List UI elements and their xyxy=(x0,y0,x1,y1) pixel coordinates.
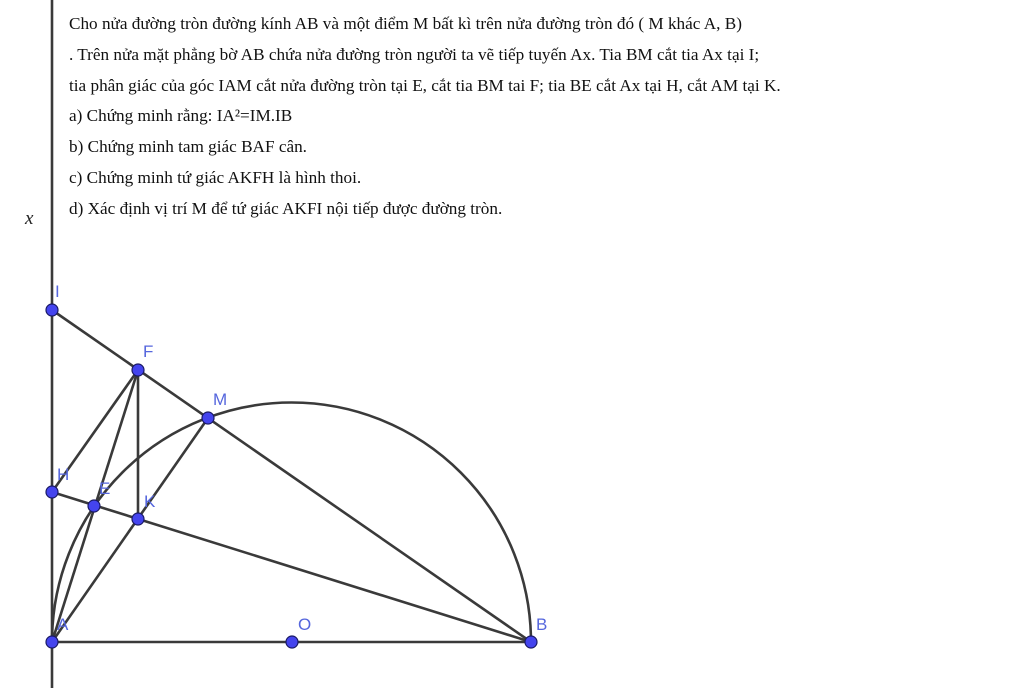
point-m xyxy=(202,412,214,424)
point-e xyxy=(88,500,100,512)
point-i xyxy=(46,304,58,316)
segment-hb xyxy=(52,492,531,642)
point-k xyxy=(132,513,144,525)
problem-line-1: Cho nửa đường tròn đường kính AB và một điểm M bất kì trên nửa đường tròn đó ( M khác A, B) xyxy=(69,14,742,33)
point-b xyxy=(525,636,537,648)
label-e: E xyxy=(99,479,111,498)
label-h: H xyxy=(57,465,70,484)
question-b: b) Chứng minh tam giác BAF cân. xyxy=(69,137,307,157)
label-o: O xyxy=(298,615,312,634)
semicircle-arc xyxy=(52,403,531,642)
point-labels xyxy=(55,282,547,634)
point-h xyxy=(46,486,58,498)
question-d: d) Xác định vị trí M để tứ giác AKFI nội tiếp được đường tròn. xyxy=(69,198,503,218)
segment-ib xyxy=(52,310,531,642)
segment-am xyxy=(52,418,208,642)
axis-x-label: x xyxy=(25,208,34,229)
problem-line-3: tia phân giác của góc IAM cắt nửa đường tròn tại E, cắt tia BM tai F; tia BE cắt Ax tại H, cắt AM tại K. xyxy=(69,75,781,95)
figure-lines xyxy=(52,0,531,688)
point-a xyxy=(46,636,58,648)
label-k: K xyxy=(144,492,156,511)
label-f: F xyxy=(143,342,154,361)
problem-line-2: . Trên nửa mặt phẳng bờ AB chứa nửa đường tròn người ta vẽ tiếp tuyến Ax. Tia BM cắt tia Ax tại I; xyxy=(69,44,760,64)
label-b: B xyxy=(536,615,548,634)
label-i: I xyxy=(55,282,60,301)
point-o xyxy=(286,636,298,648)
label-a: A xyxy=(57,615,69,634)
point-f xyxy=(132,364,144,376)
question-c: c) Chứng minh tứ giác AKFH là hình thoi. xyxy=(69,167,362,187)
question-a: a) Chứng minh rằng: IA²=IM.IB xyxy=(69,106,293,126)
label-m: M xyxy=(213,390,228,409)
